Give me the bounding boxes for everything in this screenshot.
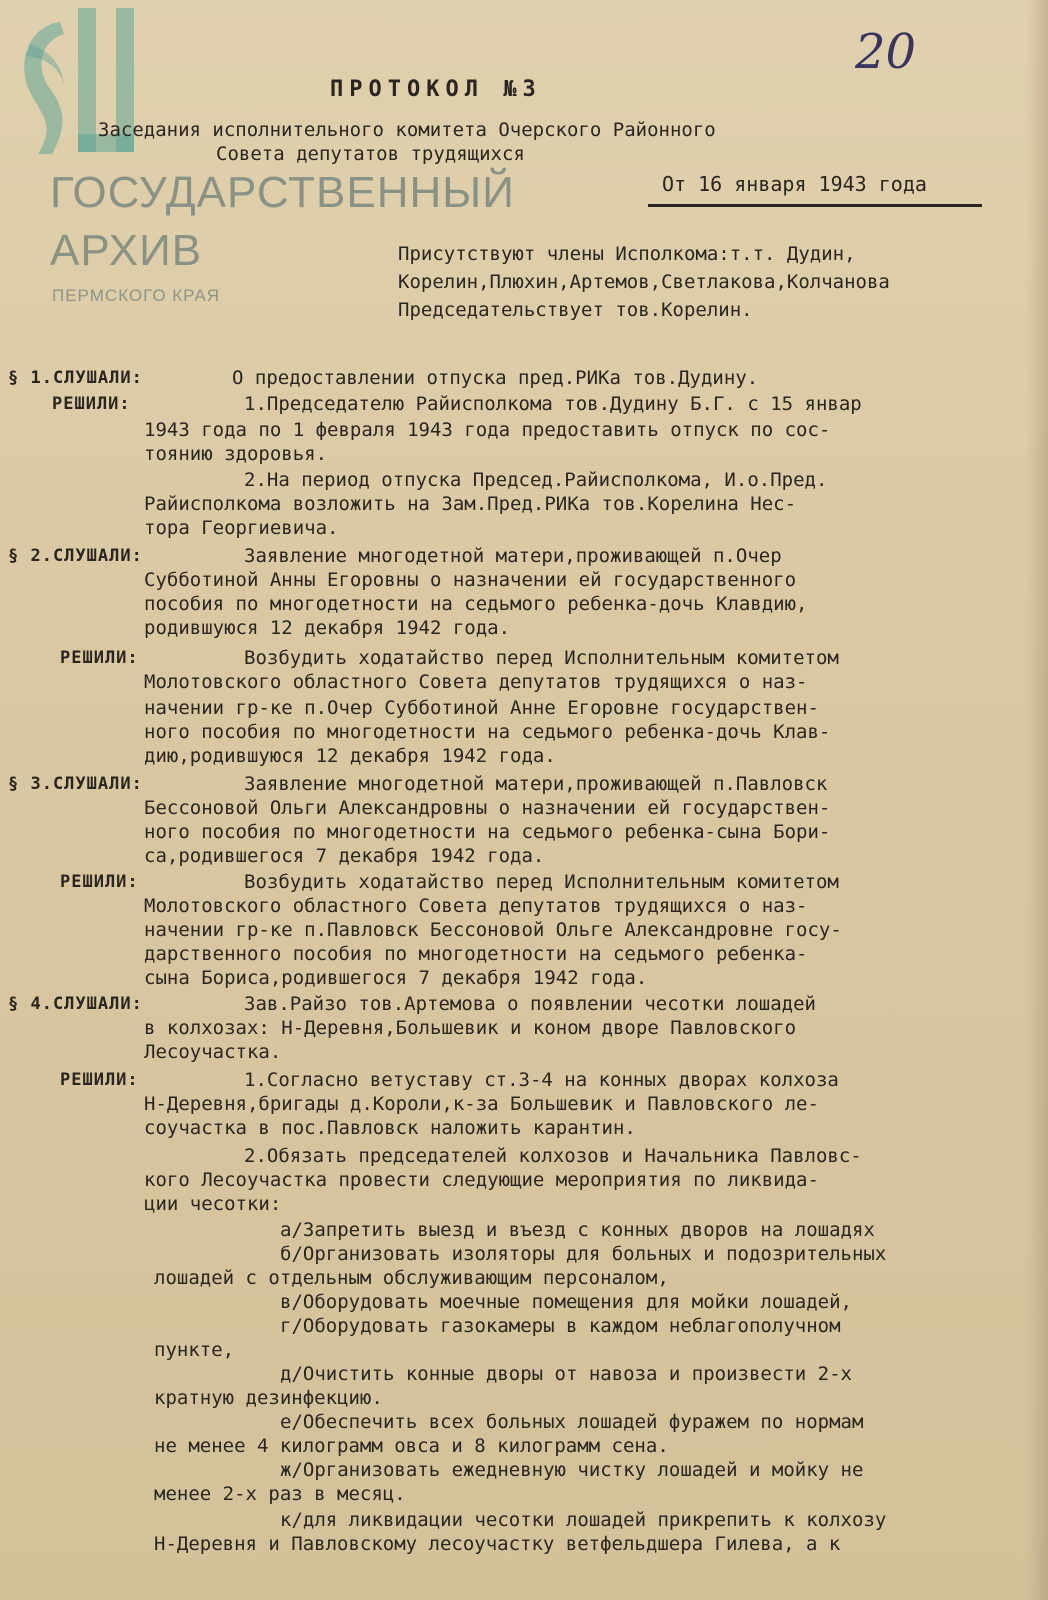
text-line: ного пособия по многодетности на седьмого ребенка-сына Бори- (144, 821, 831, 843)
text-line: г/Оборудовать газокамеры в каждом неблагополучном (280, 1315, 841, 1337)
page-number: 20 (855, 24, 917, 80)
section-label: § 3.СЛУШАЛИ: (8, 774, 143, 794)
attendees-line2: Корелин,Плюхин,Артемов,Светлакова,Колчанова (398, 271, 890, 293)
text-line: дарственного пособия по многодетности на седьмого ребенка- (144, 943, 808, 965)
text-line: са,родившегося 7 декабря 1942 года. (144, 845, 545, 867)
text-line: соучастка в пос.Павловск наложить карантин. (144, 1117, 636, 1139)
text-line: к/для ликвидации чесотки лошадей прикрепить к колхозу (280, 1509, 887, 1531)
archive-region: ПЕРМСКОГО КРАЯ (52, 286, 220, 305)
text-line: 1.Согласно ветуставу ст.3-4 на конных дворах колхоза (244, 1069, 839, 1091)
text-line: 1.Председателю Райисполкома тов.Дудину Б.Г. с 15 январ (244, 393, 862, 415)
text-line: начении гр-ке п.Очер Субботиной Анне Егоровне государствен- (144, 697, 819, 719)
section-label: РЕШИЛИ: (60, 1070, 139, 1090)
text-line: пособия по многодетности на седьмого ребенка-дочь Клавдию, (144, 593, 808, 615)
text-line: 2.На период отпуска Председ.Райисполкома, И.о.Пред. (244, 469, 828, 491)
text-line: д/Очистить конные дворы от навоза и произвести 2-х (280, 1363, 852, 1385)
text-line: в колхозах: Н-Деревня,Большевик и коном дворе Павловского (144, 1017, 797, 1039)
section-label: § 2.СЛУШАЛИ: (8, 546, 143, 566)
text-line: в/Оборудовать моечные помещения для мойки лошадей, (280, 1291, 852, 1313)
text-line: 1943 года по 1 февраля 1943 года предоставить отпуск по сос- (144, 419, 831, 441)
text-line: менее 2-х раз в месяц. (154, 1483, 406, 1505)
text-line: тора Георгиевича. (144, 517, 339, 539)
text-line: О предоставлении отпуска пред.РИКа тов.Дудину. (232, 367, 759, 389)
text-line: Н-Деревня,бригады д.Короли,к-за Большевик и Павловского ле- (144, 1093, 819, 1115)
text-line: ции чесотки: (144, 1193, 282, 1215)
section-label: § 4.СЛУШАЛИ: (8, 994, 143, 1014)
text-line: тоянию здоровья. (144, 443, 328, 465)
section-label: § 1.СЛУШАЛИ: (8, 368, 143, 388)
text-line: лошадей с отдельным обслуживающим персоналом, (154, 1267, 669, 1289)
text-line: Возбудить ходатайство перед Исполнительным комитетом (244, 871, 839, 893)
text-line: Н-Деревня и Павловскому лесоучастку ветфельдшера Гилева, а к (154, 1533, 841, 1555)
text-line: Зав.Райзо тов.Артемова о появлении чесотки лошадей (244, 993, 816, 1015)
protocol-subtitle-line2: Совета депутатов трудящихся (216, 143, 525, 165)
text-line: 2.Обязать председателей колхозов и Начальника Павловс- (244, 1145, 862, 1167)
text-line: кого Лесоучастка провести следующие мероприятия по ликвида- (144, 1169, 819, 1191)
archive-title: ГОСУДАРСТВЕННЫЙ (50, 168, 515, 217)
text-line: Заявление многодетной матери,проживающей п.Павловск (244, 773, 828, 795)
protocol-date: От 16 января 1943 года (662, 172, 927, 196)
text-line: начении гр-ке п.Павловск Бессоновой Ольге Александровне госу- (144, 919, 842, 941)
text-line: а/Запретить выезд и въезд с конных дворов на лошадях (280, 1219, 875, 1241)
text-line: б/Организовать изоляторы для больных и подозрительных (280, 1243, 887, 1265)
date-underline (648, 204, 982, 207)
protocol-subtitle-line1: Заседания исполнительного комитета Очерского Районного (98, 119, 716, 141)
text-line: Бессоновой Ольги Александровны о назначении ей государствен- (144, 797, 831, 819)
section-label: РЕШИЛИ: (60, 648, 139, 668)
text-line: Субботиной Анны Егоровны о назначении ей государственного (144, 569, 797, 591)
attendees-line1: Присутствуют члены Исполкома:т.т. Дудин, (398, 243, 856, 265)
text-line: Лесоучастка. (144, 1041, 282, 1063)
text-line: Молотовского областного Совета депутатов трудящихся о наз- (144, 895, 808, 917)
text-line: родившуюся 12 декабря 1942 года. (144, 617, 511, 639)
text-line: сына Бориса,родившегося 7 декабря 1942 года. (144, 967, 648, 989)
section-label: РЕШИЛИ: (60, 872, 139, 892)
text-line: кратную дезинфекцию. (154, 1387, 383, 1409)
text-line: дию,родившуюся 12 декабря 1942 года. (144, 745, 556, 767)
section-label: РЕШИЛИ: (52, 394, 131, 414)
text-line: не менее 4 килограмм овса и 8 килограмм сена. (154, 1435, 669, 1457)
chair-line: Председательствует тов.Корелин. (398, 299, 753, 321)
archive-subtitle: АРХИВ (50, 226, 203, 275)
text-line: ж/Организовать ежедневную чистку лошадей и мойку не (280, 1459, 864, 1481)
text-line: е/Обеспечить всех больных лошадей фуражем по нормам (280, 1411, 864, 1433)
text-line: Райисполкома возложить на Зам.Пред.РИКа тов.Корелина Нес- (144, 493, 797, 515)
protocol-title: ПРОТОКОЛ №3 (330, 77, 542, 102)
page-edge-shadow (1026, 0, 1048, 1600)
text-line: ного пособия по многодетности на седьмого ребенка-дочь Клав- (144, 721, 831, 743)
text-line: Возбудить ходатайство перед Исполнительным комитетом (244, 647, 839, 669)
text-line: Молотовского областного Совета депутатов трудящихся о наз- (144, 671, 808, 693)
text-line: пункте, (154, 1339, 235, 1361)
text-line: Заявление многодетной матери,проживающей п.Очер (244, 545, 782, 567)
